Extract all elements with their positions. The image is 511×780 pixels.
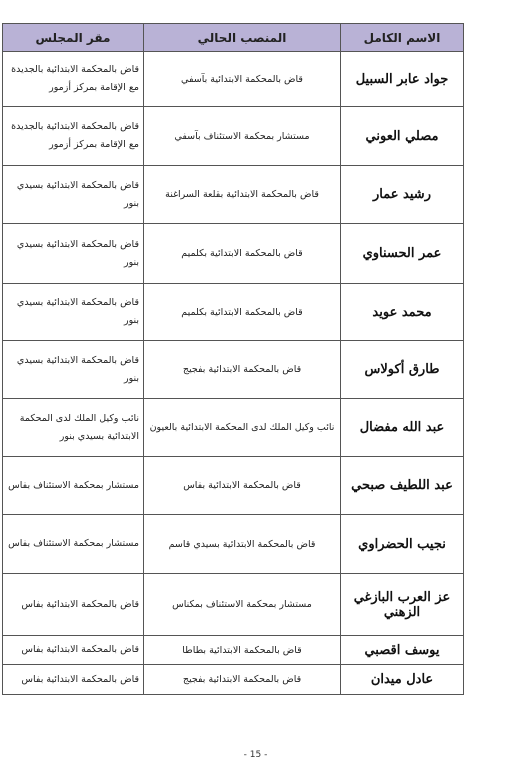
current-post-cell: قاض بالمحكمة الابتدائية بفاس xyxy=(144,457,341,515)
header-council-seat: مقر المجلس xyxy=(3,24,144,52)
header-current-post: المنصب الحالي xyxy=(144,24,341,52)
name-cell: عز العرب البازغي الزهني xyxy=(341,574,464,636)
table-header-row xyxy=(3,24,464,52)
table-row xyxy=(3,399,464,457)
council-seat-cell: نائب وكيل الملك لدى المحكمة الابتدائية بسيدي بنور xyxy=(3,399,144,457)
table-row xyxy=(3,515,464,574)
current-post-cell: قاض بالمحكمة الابتدائية بكلميم xyxy=(144,284,341,341)
name-cell: يوسف اقصبي xyxy=(341,636,464,665)
name-cell: عادل ميدان xyxy=(341,665,464,695)
current-post-cell: قاض بالمحكمة الابتدائية بآسفي xyxy=(144,52,341,107)
current-post-cell: نائب وكيل الملك لدى المحكمة الابتدائية بالعيون xyxy=(144,399,341,457)
current-post-cell: قاض بالمحكمة الابتدائية بقلعة السراغنة xyxy=(144,166,341,224)
table-row xyxy=(3,457,464,515)
council-seat-cell: قاض بالمحكمة الابتدائية بسيدي بنور xyxy=(3,341,144,399)
table-row xyxy=(3,284,464,341)
header-full-name: الاسم الكامل xyxy=(341,24,464,52)
name-cell: محمد عويد xyxy=(341,284,464,341)
council-seat-cell: قاض بالمحكمة الابتدائية بالجديدة مع الإقامة بمركز أزمور xyxy=(3,107,144,166)
table-row xyxy=(3,224,464,284)
current-post-cell: مستشار بمحكمة الاستئناف بآسفي xyxy=(144,107,341,166)
current-post-cell: قاض بالمحكمة الابتدائية بطاطا xyxy=(144,636,341,665)
table-row xyxy=(3,341,464,399)
name-cell: مصلي العوني xyxy=(341,107,464,166)
council-seat-cell: قاض بالمحكمة الابتدائية بسيدي بنور xyxy=(3,224,144,284)
name-cell: عبد الله مفضال xyxy=(341,399,464,457)
table-row xyxy=(3,166,464,224)
name-cell: نجيب الحضراوي xyxy=(341,515,464,574)
appointments-table xyxy=(2,23,464,695)
council-seat-cell: قاض بالمحكمة الابتدائية بفاس xyxy=(3,636,144,665)
current-post-cell: مستشار بمحكمة الاستئناف بمكناس xyxy=(144,574,341,636)
table-row xyxy=(3,107,464,166)
name-cell: عبد اللطيف صبحي xyxy=(341,457,464,515)
name-cell: طارق أكولاس xyxy=(341,341,464,399)
current-post-cell: قاض بالمحكمة الابتدائية بكلميم xyxy=(144,224,341,284)
current-post-cell: قاض بالمحكمة الابتدائية بسيدي قاسم xyxy=(144,515,341,574)
table-row xyxy=(3,665,464,695)
table-row xyxy=(3,52,464,107)
table-row xyxy=(3,636,464,665)
page-number: - 15 - xyxy=(243,750,268,760)
council-seat-cell: قاض بالمحكمة الابتدائية بفاس xyxy=(3,574,144,636)
council-seat-cell: قاض بالمحكمة الابتدائية بفاس xyxy=(3,665,144,695)
name-cell: رشيد عمار xyxy=(341,166,464,224)
council-seat-cell: قاض بالمحكمة الابتدائية بسيدي بنور xyxy=(3,166,144,224)
council-seat-cell: مستشار بمحكمة الاستئناف بفاس xyxy=(3,457,144,515)
council-seat-cell: مستشار بمحكمة الاستئناف بفاس xyxy=(3,515,144,574)
council-seat-cell: قاض بالمحكمة الابتدائية بسيدي بنور xyxy=(3,284,144,341)
name-cell: جواد عابر السبيل xyxy=(341,52,464,107)
current-post-cell: قاض بالمحكمة الابتدائية بفجيج xyxy=(144,665,341,695)
council-seat-cell: قاض بالمحكمة الابتدائية بالجديدة مع الإقامة بمركز أزمور xyxy=(3,52,144,107)
current-post-cell: قاض بالمحكمة الابتدائية بفجيج xyxy=(144,341,341,399)
table-row xyxy=(3,574,464,636)
name-cell: عمر الحسناوي xyxy=(341,224,464,284)
